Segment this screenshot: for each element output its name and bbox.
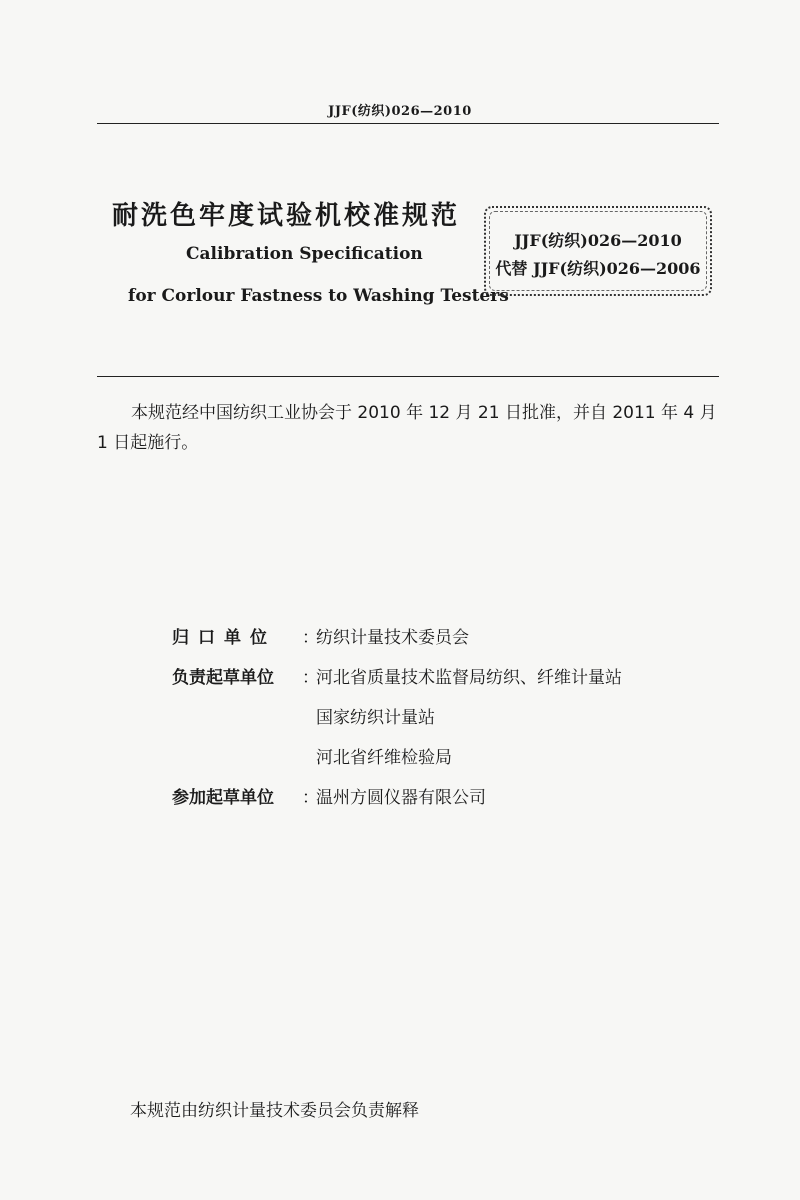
approval-statement: 本规范经中国纺织工业协会于 2010 年 12 月 21 日批准，并自 2011 年 4 月 1 日起施行。 bbox=[97, 403, 717, 453]
participating-units-label: 参加起草单位 bbox=[172, 787, 274, 808]
drafting-unit-value: 河北省纤维检验局 bbox=[316, 747, 452, 768]
label-colon: ： bbox=[302, 667, 319, 688]
participating-unit-value: 温州方圆仪器有限公司 bbox=[316, 787, 486, 808]
label-colon: ： bbox=[302, 627, 319, 648]
drafting-units-label: 负责起草单位 bbox=[172, 667, 274, 688]
responsible-unit-row bbox=[172, 615, 732, 655]
participating-unit-row bbox=[172, 775, 732, 815]
drafting-unit-row bbox=[172, 695, 732, 735]
responsible-unit-value: 纺织计量技术委员会 bbox=[316, 627, 469, 648]
replaced-standard-code: 代替 JJF(纺织)026—2006 bbox=[495, 259, 701, 278]
header-standard-code: JJF(纺织)026—2010 bbox=[328, 104, 472, 119]
page-title-english-line1: Calibration Specification bbox=[186, 244, 423, 264]
responsible-unit-label: 归口单位 bbox=[172, 627, 276, 648]
standard-code: JJF(纺织)026—2010 bbox=[514, 231, 682, 250]
header-divider bbox=[97, 123, 719, 124]
organization-list bbox=[172, 615, 732, 815]
drafting-unit-row bbox=[172, 655, 732, 695]
standard-code-box bbox=[484, 206, 712, 296]
drafting-unit-row bbox=[172, 735, 732, 775]
label-colon: ： bbox=[302, 787, 319, 808]
drafting-unit-value: 河北省质量技术监督局纺织、纤维计量站 bbox=[316, 667, 622, 688]
page-title-chinese: 耐洗色牢度试验机校准规范 bbox=[112, 201, 461, 231]
page-title-english-line2: for Corlour Fastness to Washing Testers bbox=[128, 286, 509, 306]
drafting-unit-value: 国家纺织计量站 bbox=[316, 707, 435, 728]
title-divider bbox=[97, 376, 719, 377]
interpretation-note: 本规范由纺织计量技术委员会负责解释 bbox=[130, 1101, 419, 1121]
